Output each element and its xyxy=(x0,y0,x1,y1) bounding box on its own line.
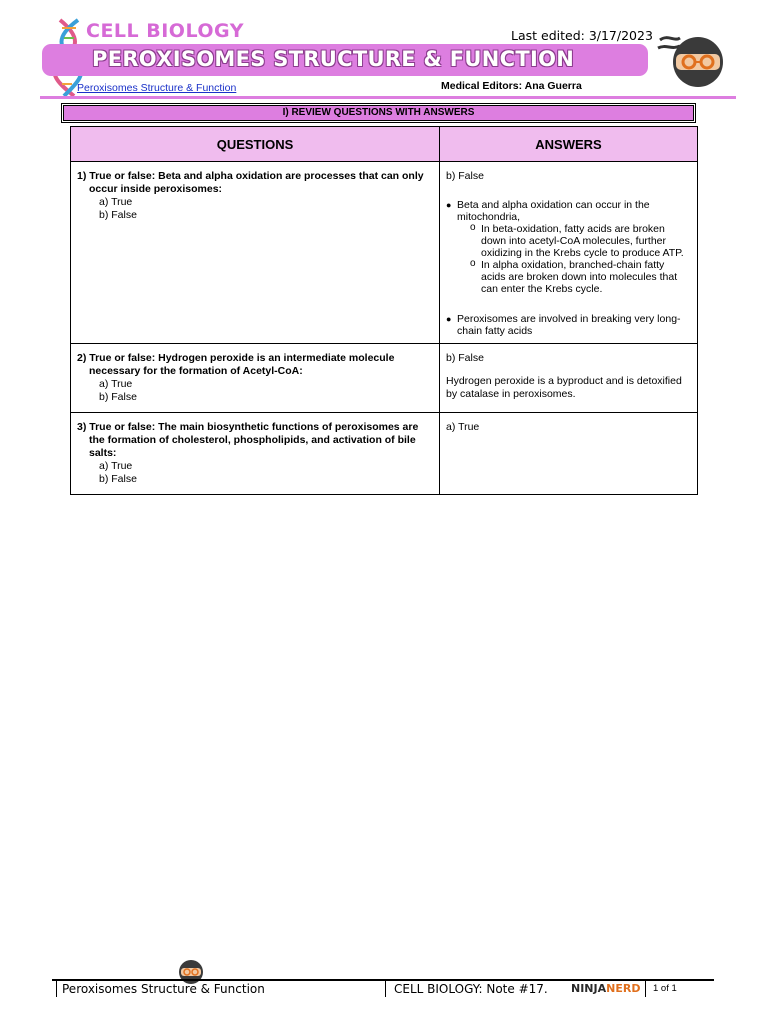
answers-column-header: ANSWERS xyxy=(440,127,698,162)
review-questions-table xyxy=(70,126,698,495)
footer-separator xyxy=(645,981,646,997)
question-text: 1) True or false: Beta and alpha oxidation are processes that can only occur inside peroxisomes: xyxy=(77,170,424,195)
answer-bullet: ● Beta and alpha oxidation can occur in the mitochondria, xyxy=(446,199,691,223)
page-number: 1 of 1 xyxy=(653,983,677,994)
question-cell xyxy=(71,413,440,495)
answer-sub-bullet: o In alpha oxidation, branched-chain fatty acids are broken down into molecules that can enter the Krebs cycle. xyxy=(446,259,691,295)
table-row xyxy=(71,413,698,495)
ninja-mascot-icon xyxy=(654,30,726,90)
table-row xyxy=(71,162,698,344)
table-header-row xyxy=(71,127,698,162)
logo-text-nerd: NERD xyxy=(606,982,641,995)
section-heading: I) REVIEW QUESTIONS WITH ANSWERS xyxy=(63,105,694,121)
answer-cell xyxy=(440,162,698,344)
question-text: 3) True or false: The main biosynthetic functions of peroxisomes are the formation of cholesterol, phospholipids, and activation of bile salts: xyxy=(77,421,419,459)
answer-explanation: Hydrogen peroxide is a byproduct and is detoxified by catalase in peroxisomes. xyxy=(446,375,682,400)
option-a: a) True xyxy=(99,196,133,208)
header-divider xyxy=(40,96,736,99)
question-cell xyxy=(71,344,440,413)
medical-editors: Medical Editors: Ana Guerra xyxy=(441,80,582,92)
last-edited-date: Last edited: 3/17/2023 xyxy=(511,28,653,43)
option-a: a) True xyxy=(99,460,133,472)
question-cell xyxy=(71,162,440,344)
option-a: a) True xyxy=(99,378,133,390)
option-b: b) False xyxy=(99,209,137,221)
answer-text: b) False xyxy=(446,352,484,364)
page-title: PEROXISOMES STRUCTURE & FUNCTION xyxy=(92,47,575,71)
questions-column-header: QUESTIONS xyxy=(71,127,440,162)
answer-text: b) False xyxy=(446,170,484,182)
answer-cell xyxy=(440,344,698,413)
logo-text-ninja: NINJA xyxy=(571,982,607,995)
option-b: b) False xyxy=(99,473,137,485)
option-b: b) False xyxy=(99,391,137,403)
footer-title: Peroxisomes Structure & Function xyxy=(62,982,265,996)
table-row xyxy=(71,344,698,413)
topic-link[interactable]: Peroxisomes Structure & Function xyxy=(77,82,237,94)
footer-note-number: CELL BIOLOGY: Note #17. xyxy=(394,982,548,996)
answer-bullet: ● Peroxisomes are involved in breaking very long-chain fatty acids xyxy=(446,313,691,337)
answer-cell xyxy=(440,413,698,495)
answer-sub-bullet: o In beta-oxidation, fatty acids are broken down into acetyl-CoA molecules, further oxidizing in the Krebs cycle to produce ATP. xyxy=(446,223,691,259)
subject-title: CELL BIOLOGY xyxy=(86,20,244,42)
answer-text: a) True xyxy=(446,421,480,433)
question-text: 2) True or false: Hydrogen peroxide is an intermediate molecule necessary for the formation of Acetyl-CoA: xyxy=(77,352,395,377)
ninja-nerd-logo xyxy=(571,982,640,995)
